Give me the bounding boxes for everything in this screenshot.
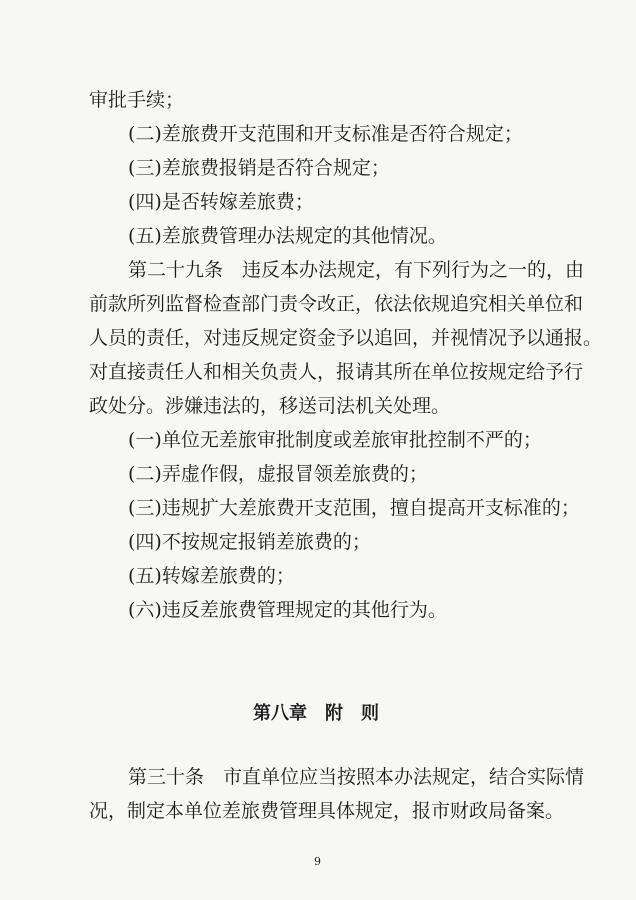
list-item: (六)违反差旅费管理规定的其他行为。: [128, 599, 447, 621]
list-item: (二)弄虚作假，虚报冒领差旅费的；: [128, 463, 428, 485]
text-line: (四)是否转嫁差旅费；: [128, 191, 314, 213]
text-line: (三)差旅费报销是否符合规定；: [128, 157, 390, 179]
list-item: (一)单位无差旅审批制度或差旅审批控制不严的；: [128, 429, 542, 451]
article-29-line: 第二十九条 违反本办法规定，有下列行为之一的，由: [128, 259, 585, 281]
page-number: 9: [314, 855, 321, 868]
text-line: (五)差旅费管理办法规定的其他情况。: [128, 225, 447, 247]
list-item: (三)违规扩大差旅费开支范围，擅自提高开支标准的；: [128, 497, 580, 519]
text-line: 人员的责任，对违反规定资金予以追回，并视情况予以通报。: [89, 327, 603, 349]
list-item: (五)转嫁差旅费的；: [128, 565, 295, 587]
text-line: 政处分。涉嫌违法的，移送司法机关处理。: [89, 395, 451, 417]
article-30-line: 第三十条 市直单位应当按照本办法规定，结合实际情: [128, 766, 585, 788]
chapter-heading: 第八章 附 则: [253, 703, 379, 724]
text-line: 况，制定本单位差旅费管理具体规定，报市财政局备案。: [89, 800, 565, 822]
list-item: (四)不按规定报销差旅费的；: [128, 531, 371, 553]
text-line: 审批手续；: [89, 89, 185, 111]
text-line: 对直接责任人和相关负责人，报请其所在单位按规定给予行: [89, 361, 584, 383]
text-line: (二)差旅费开支范围和开支标准是否符合规定；: [128, 123, 523, 145]
text-line: 前款所列监督检查部门责令改正，依法依规追究相关单位和: [89, 293, 584, 315]
